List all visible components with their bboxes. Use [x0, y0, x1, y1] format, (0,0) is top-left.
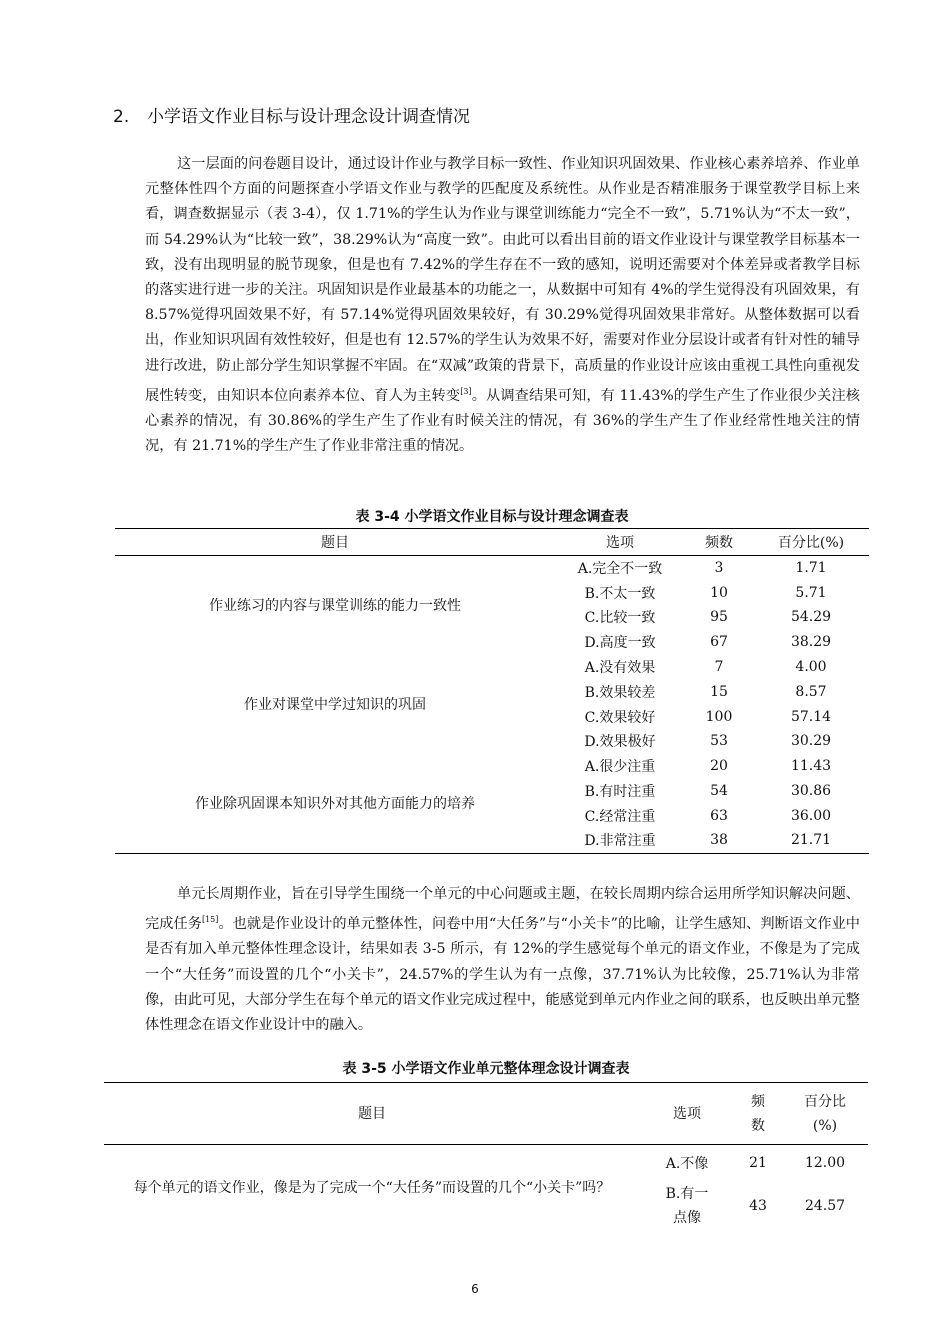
- header-percent: 百分比(%): [804, 1093, 846, 1134]
- paragraph-2-tail: 。也就是作业设计的单元整体性，问卷中用“大任务”与“小关卡”的比喻，让学生感知、判断语文作业中是否有加入单元整体性理念设计，结果如表 3-5 所示，有 12%的学生感觉每个单元的语文作业，不像是为了完成一个“大任务”而设置的几个“小关卡”，24.57%的学生认为有一点像，37.71%认为比较像，25.71%认为非常像，由此可见，大部分学生在每个单元的语文作业完成过程中，能感觉到单元内作业之间的联系，也反映出单元整体性理念在语文作业设计中的融入。: [145, 916, 860, 1034]
- question-cell: 作业对课堂中学过知识的巩固: [244, 697, 426, 714]
- citation-15: [15]: [201, 915, 219, 925]
- table-3-5-header-row: [104, 1083, 868, 1145]
- frequency-cell: 7: [714, 659, 724, 676]
- percent-cell: 38.29: [790, 634, 832, 651]
- frequency-cell: 100: [705, 708, 733, 725]
- paragraph-1-tail: 。从调查结果可知，有 11.43%的学生产生了作业很少关注核心素养的情况，有 30.86%的学生产生了作业有时候关注的情况，有 36%的学生产生了作业经常性地关注的情况，有 21.71%的学生产生了作业非常注重的情况。: [145, 387, 860, 455]
- frequency-cell: 38: [710, 832, 728, 849]
- option-cell: C.效果较好: [584, 709, 656, 726]
- table-row: [104, 1145, 868, 1181]
- percent-cell: 24.57: [804, 1197, 846, 1214]
- percent-cell: 1.71: [795, 560, 827, 577]
- frequency-cell: 63: [710, 807, 728, 824]
- header-option: 选项: [606, 535, 634, 551]
- frequency-cell: 95: [710, 609, 728, 626]
- option-cell: D.高度一致: [584, 635, 656, 652]
- frequency-cell: 10: [710, 584, 728, 601]
- header-question: 题目: [321, 535, 349, 551]
- paragraph-1: [145, 152, 860, 459]
- frequency-cell: 54: [710, 783, 728, 800]
- frequency-cell: 20: [710, 758, 728, 775]
- citation-3: [3]: [460, 386, 472, 396]
- table-3-4-caption: 表 3-4 小学语文作业目标与设计理念调查表: [355, 509, 629, 525]
- frequency-cell: 21: [749, 1154, 767, 1171]
- option-cell: A.不像: [665, 1155, 709, 1172]
- table-row: [115, 754, 869, 779]
- paragraph-1-text: 这一层面的问卷题目设计，通过设计作业与教学目标一致性、作业知识巩固效果、作业核心素养培养、作业单元整体性四个方面的问题探查小学语文作业与教学的匹配度及系统性。从作业是否精准服务于课堂教学目标上来看，调查数据显示（表 3-4），仅 1.71%的学生认为作业与课堂训练能力“完全不一致”，5.71%认为“不太一致”，而 54.29%认为“比较一致”，38.29%认为“高度一致”。由此可以看出目前的语文作业设计与课堂教学目标基本一致，没有出现明显的脱节现象，但是也有 7.42%的学生存在不一致的感知，说明还需要对个体差异或者教学目标的落实进行进一步的关注。巩固知识是作业最基本的功能之一，从数据中可知有 4%的学生觉得没有巩固效果，有 8.57%觉得巩固效果不好，有 57.14%觉得巩固效果较好，有 30.29%觉得巩固效果非常好。从整体数据可以看出，作业知识巩固有效性较好，但是也有 12.57%的学生认为效果不好，需要对作业分层设计或者有针对性的辅导进行改进，防止部分学生知识掌握不牢固。在“双减”政策的背景下，高质量的作业设计应该由重视工具性向重视发展性转变，由知识本位向素养本位、育人为主转变: [145, 156, 860, 404]
- option-cell: C.经常注重: [584, 808, 656, 825]
- percent-cell: 12.00: [804, 1154, 846, 1171]
- frequency-cell: 43: [749, 1197, 767, 1214]
- percent-cell: 8.57: [795, 683, 827, 700]
- option-cell: A.很少注重: [584, 759, 656, 776]
- option-cell: C.比较一致: [584, 610, 656, 627]
- frequency-cell: 15: [710, 683, 728, 700]
- paragraph-2-text: 单元长周期作业，旨在引导学生围绕一个单元的中心问题或主题，在较长周期内综合运用所学知识解决问题、完成任务: [145, 886, 860, 933]
- header-percent: 百分比(%): [777, 535, 845, 551]
- question-cell: 每个单元的语文作业，像是为了完成一个“大任务”而设置的几个“小关卡”吗？: [133, 1179, 611, 1196]
- section-heading: [113, 102, 470, 127]
- percent-cell: 54.29: [790, 609, 832, 626]
- option-cell: B.有时注重: [584, 784, 656, 801]
- percent-cell: 36.00: [790, 807, 832, 824]
- option-cell: B.效果较差: [584, 684, 656, 701]
- table-row: [115, 556, 869, 581]
- percent-cell: 30.29: [790, 733, 832, 750]
- option-cell: B.不太一致: [584, 585, 656, 602]
- option-cell: B.有一点像: [665, 1185, 709, 1226]
- percent-cell: 57.14: [790, 708, 832, 725]
- option-cell: A.完全不一致: [577, 561, 663, 578]
- question-cell: 作业练习的内容与课堂训练的能力一致性: [209, 598, 461, 615]
- question-cell: 作业除巩固课本知识外对其他方面能力的培养: [195, 796, 475, 813]
- percent-cell: 30.86: [790, 783, 832, 800]
- header-frequency: 频数: [751, 1093, 765, 1134]
- header-question: 题目: [358, 1105, 386, 1122]
- option-cell: A.没有效果: [584, 660, 656, 677]
- table-3-5-caption: 表 3-5 小学语文作业单元整体理念设计调查表: [342, 1061, 630, 1077]
- section-title: 小学语文作业目标与设计理念设计调查情况: [147, 107, 470, 127]
- table-3-4: [115, 528, 869, 854]
- table-row: [115, 655, 869, 680]
- frequency-cell: 67: [710, 634, 728, 651]
- header-option: 选项: [673, 1105, 701, 1122]
- header-frequency: 频数: [705, 535, 733, 551]
- percent-cell: 21.71: [790, 832, 832, 849]
- option-cell: D.非常注重: [584, 833, 656, 850]
- table-3-4-header-row: [115, 529, 869, 556]
- percent-cell: 11.43: [790, 758, 832, 775]
- percent-cell: 4.00: [795, 659, 827, 676]
- frequency-cell: 53: [710, 733, 728, 750]
- paragraph-2: [145, 882, 860, 1038]
- section-number: 2.: [113, 107, 130, 127]
- percent-cell: 5.71: [795, 584, 827, 601]
- page-number: 6: [471, 1282, 479, 1296]
- option-cell: D.效果极好: [584, 734, 656, 751]
- table-3-5: [104, 1082, 868, 1231]
- frequency-cell: 3: [714, 560, 724, 577]
